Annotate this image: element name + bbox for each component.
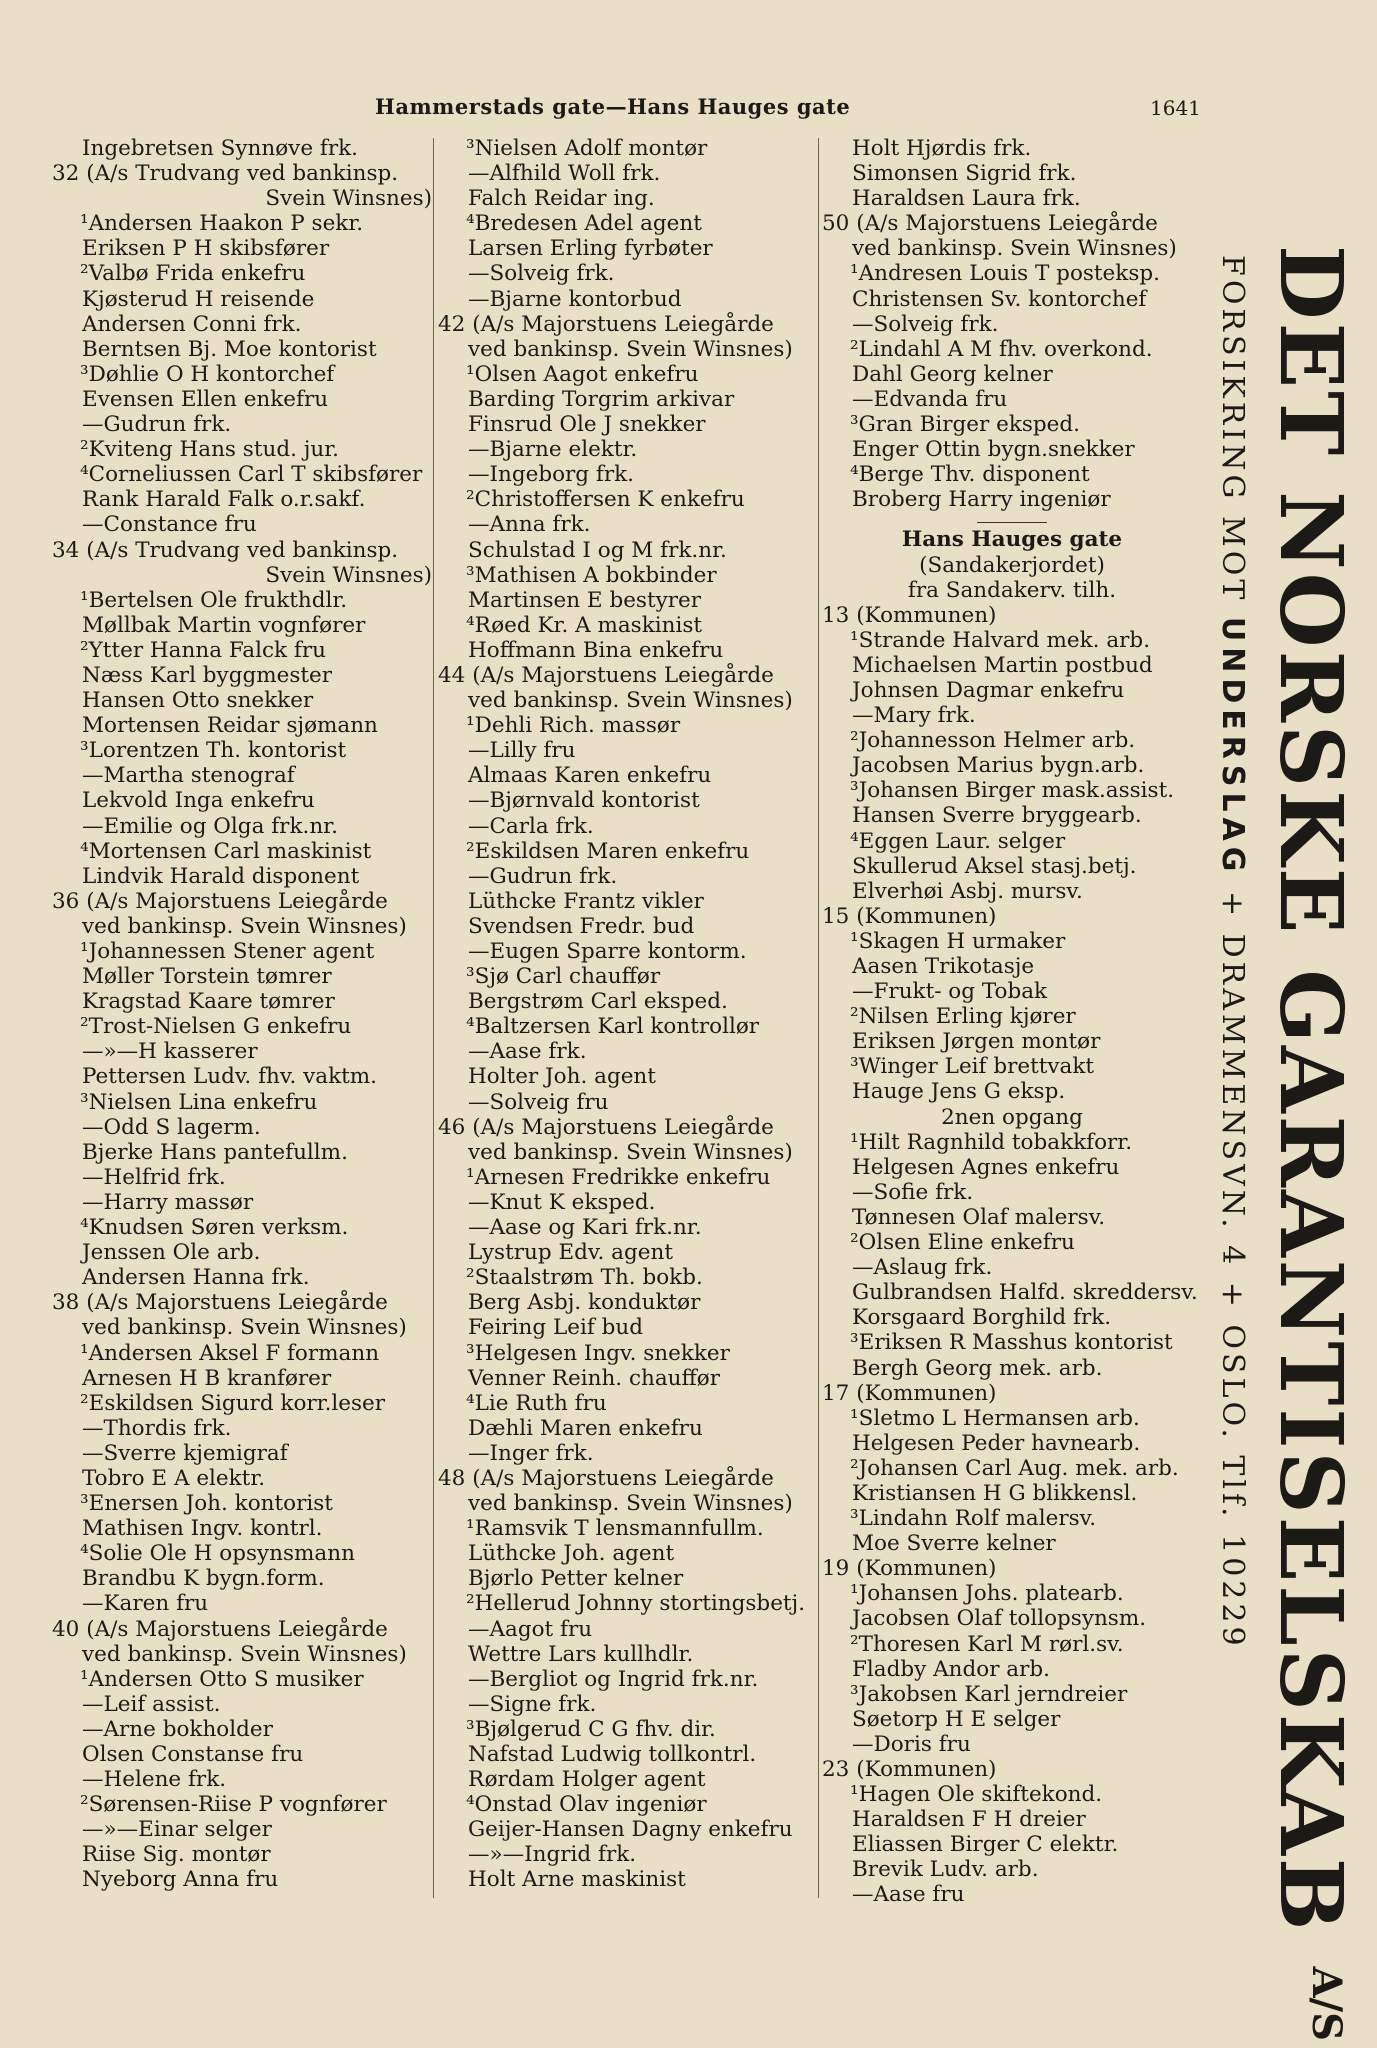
directory-line: (Sandakerjordet): [919, 552, 1105, 578]
directory-line: ¹Hilt Ragnhild tobakkforr.: [850, 1129, 1133, 1155]
directory-line: Svendsen Fredr. bud: [468, 913, 695, 939]
column-1: [52, 136, 432, 1893]
directory-line: Kjøsterud H reisende: [82, 286, 315, 312]
directory-line: Tobro E A elektr.: [82, 1465, 266, 1491]
directory-line: 50 (A/s Majorstuens Leiegårde: [822, 211, 1158, 237]
directory-line: Olsen Constanse fru: [82, 1742, 304, 1767]
directory-line: ²Johansen Carl Aug. mek. arb.: [850, 1455, 1179, 1481]
directory-line: Lüthcke Frantz vikler: [468, 888, 704, 914]
directory-line: ³Jakobsen Karl jerndreier: [850, 1681, 1128, 1707]
directory-line: Hansen Sverre bryggearb.: [852, 803, 1142, 829]
directory-line: —Anna frk.: [468, 512, 591, 538]
directory-line: Moe Sverre kelner: [852, 1531, 1056, 1557]
directory-line: Mathisen Ingv. kontrl.: [82, 1516, 323, 1542]
directory-line: —Odd S lagerm.: [82, 1114, 261, 1140]
directory-line: Schulstad I og M frk.nr.: [468, 537, 727, 563]
directory-line: —Aase frk.: [468, 1039, 587, 1065]
directory-line: Haraldsen F H dreier: [852, 1807, 1086, 1833]
directory-line: Aasen Trikotasje: [852, 954, 1035, 979]
directory-line: ²Olsen Eline enkefru: [850, 1230, 1075, 1256]
directory-line: ²Trost-Nielsen G enkefru: [80, 1014, 352, 1040]
directory-line: 34 (A/s Trudvang ved bankinsp.: [52, 537, 399, 563]
column-divider: [818, 138, 819, 1898]
directory-line: —Aase fru: [852, 1882, 965, 1908]
directory-line: ²Eskildsen Maren enkefru: [466, 838, 750, 864]
directory-line: —Solveig frk.: [468, 261, 615, 287]
directory-line: Elverhøi Asbj. mursv.: [852, 878, 1083, 904]
directory-line: 13 (Kommunen): [822, 602, 997, 628]
directory-line: ²Thoresen Karl M rørl.sv.: [850, 1631, 1124, 1657]
directory-line: ¹Dehli Rich. massør: [466, 713, 681, 739]
directory-line: 46 (A/s Majorstuens Leiegårde: [438, 1114, 774, 1140]
directory-line: 19 (Kommunen): [822, 1556, 997, 1582]
ad-tagline: [1212, 255, 1252, 1855]
directory-line: ²Kviteng Hans stud. jur.: [80, 437, 340, 463]
directory-line: Kragstad Kaare tømrer: [82, 989, 335, 1015]
directory-line: 38 (A/s Majorstuens Leiegårde: [52, 1290, 388, 1316]
directory-line: ³Winger Leif brettvakt: [850, 1054, 1095, 1080]
directory-line: —Doris fru: [852, 1731, 971, 1757]
directory-line: —Helfrid frk.: [82, 1164, 226, 1190]
directory-line: —Karen fru: [82, 1591, 209, 1617]
directory-line: 40 (A/s Majorstuens Leiegårde: [52, 1616, 388, 1642]
directory-line: ³Bjølgerud C G fhv. dir.: [466, 1716, 716, 1742]
directory-line: Michaelsen Martin postbud: [852, 652, 1153, 678]
directory-line: Lystrup Edv. agent: [468, 1240, 673, 1266]
directory-line: Simonsen Sigrid frk.: [852, 161, 1077, 187]
directory-line: —Thordis frk.: [82, 1415, 232, 1441]
directory-line: ⁴Røed Kr. A maskinist: [466, 612, 703, 638]
directory-line: Eriksen P H skibsfører: [82, 236, 330, 262]
ad-tagline-prefix: FORSIKRING MOT: [1215, 255, 1250, 604]
directory-line: 44 (A/s Majorstuens Leiegårde: [438, 662, 774, 688]
directory-line: 32 (A/s Trudvang ved bankinsp.: [52, 161, 399, 187]
directory-line: Martinsen E bestyrer: [468, 587, 702, 613]
ad-phone: Tlf. 10229: [1215, 1455, 1250, 1650]
directory-line: ²Eskildsen Sigurd korr.leser: [80, 1390, 386, 1416]
directory-line: Holt Arne maskinist: [468, 1867, 686, 1893]
section-separator: [977, 522, 1047, 523]
directory-line: ²Staalstrøm Th. bokb.: [466, 1265, 703, 1291]
directory-line: Kristiansen H G blikkensl.: [852, 1480, 1138, 1506]
directory-line: Almaas Karen enkefru: [468, 763, 712, 789]
directory-line: —Emilie og Olga frk.nr.: [82, 813, 338, 839]
directory-line: —Alfhild Woll frk.: [468, 161, 661, 187]
directory-line: ³Døhlie O H kontorchef: [80, 361, 335, 387]
directory-line: ¹Arnesen Fredrikke enkefru: [466, 1164, 771, 1190]
column-2: [438, 136, 818, 1893]
directory-line: ²Hellerud Johnny stortingsbetj.: [466, 1591, 806, 1617]
directory-line: ⁴Knudsen Søren verksm.: [80, 1215, 349, 1241]
directory-line: ved bankinsp. Svein Winsnes): [468, 1139, 793, 1165]
page-number: 1641: [1150, 96, 1201, 120]
directory-line: —Sofie frk.: [852, 1179, 974, 1205]
directory-line: —Gudrun frk.: [468, 863, 618, 889]
directory-line: Falch Reidar ing.: [468, 186, 655, 212]
directory-line: —»—Ingrid frk.: [468, 1842, 637, 1868]
directory-line: Nafstad Ludwig tollkontrl.: [468, 1742, 757, 1767]
directory-line: Fladby Andor arb.: [852, 1656, 1051, 1682]
directory-line: Hans Hauges gate: [901, 527, 1123, 553]
directory-line: 48 (A/s Majorstuens Leiegårde: [438, 1465, 774, 1491]
directory-line: 2nen opgang: [941, 1104, 1083, 1130]
directory-line: —»—H kasserer: [82, 1039, 258, 1065]
directory-line: ³Enersen Joh. kontorist: [80, 1491, 333, 1517]
directory-line: ³Nielsen Adolf montør: [466, 136, 708, 161]
directory-line: Berg Asbj. konduktør: [468, 1290, 701, 1316]
directory-line: Brevik Ludv. arb.: [852, 1857, 1039, 1883]
directory-line: ⁴Solie Ole H opsynsmann: [80, 1541, 355, 1567]
directory-line: Helgesen Peder havnearb.: [852, 1430, 1141, 1456]
directory-line: Brandbu K bygn.form.: [82, 1566, 325, 1592]
directory-line: Jenssen Ole arb.: [82, 1240, 261, 1266]
directory-line: —Aslaug frk.: [852, 1255, 993, 1281]
directory-line: ³Nielsen Lina enkefru: [80, 1089, 318, 1115]
directory-line: 17 (Kommunen): [822, 1380, 997, 1406]
directory-line: Lindvik Harald disponent: [82, 863, 360, 889]
directory-line: Søetorp H E selger: [852, 1706, 1061, 1732]
directory-line: Johnsen Dagmar enkefru: [852, 677, 1125, 703]
directory-line: —Bjarne kontorbud: [468, 286, 682, 312]
directory-line: Evensen Ellen enkefru: [82, 386, 329, 412]
side-advertisement: [1200, 245, 1370, 2041]
directory-line: Riise Sig. montør: [82, 1842, 271, 1868]
page-header: [50, 92, 1200, 132]
directory-line: Christensen Sv. kontorchef: [852, 286, 1147, 312]
directory-line: Geijer-Hansen Dagny enkefru: [468, 1817, 793, 1843]
directory-line: ³Sjø Carl chauffør: [466, 964, 661, 990]
page-title: Hammerstads gate—Hans Hauges gate: [375, 94, 851, 119]
ad-tagline-strong: UNDERSLAG: [1215, 616, 1250, 878]
directory-line: ⁴Lie Ruth fru: [466, 1390, 607, 1416]
directory-line: ved bankinsp. Svein Winsnes): [82, 1641, 407, 1667]
directory-line: —Helene frk.: [82, 1767, 227, 1793]
directory-line: Enger Ottin bygn.snekker: [852, 437, 1135, 463]
directory-line: —Signe frk.: [468, 1691, 597, 1717]
directory-line: ³Johansen Birger mask.assist.: [850, 778, 1175, 804]
directory-line: ³Mathisen A bokbinder: [466, 562, 717, 588]
directory-line: Broberg Harry ingeniør: [852, 487, 1111, 513]
directory-line: ²Lindahl A M fhv. overkond.: [850, 336, 1153, 362]
directory-line: ²Johannesson Helmer arb.: [850, 728, 1136, 754]
directory-line: —Leif assist.: [82, 1691, 221, 1717]
directory-line: Arnesen H B kranfører: [82, 1365, 332, 1391]
ad-tagline-address: + DRAMMENSVN. 4 + OSLO.: [1215, 890, 1250, 1442]
directory-line: —Harry massør: [82, 1189, 254, 1215]
ad-company-suffix: A/S: [1303, 1966, 1350, 2041]
directory-line: Pettersen Ludv. fhv. vaktm.: [82, 1064, 378, 1090]
directory-line: —»—Einar selger: [82, 1817, 272, 1843]
directory-line: Tønnesen Olaf malersv.: [852, 1204, 1106, 1230]
directory-line: —Eugen Sparre kontorm.: [468, 939, 747, 964]
directory-line: Møller Torstein tømrer: [82, 964, 332, 990]
directory-line: Hansen Otto snekker: [82, 688, 314, 714]
directory-line: ¹Andersen Otto S musiker: [80, 1666, 364, 1692]
directory-line: —Bjarne elektr.: [468, 437, 638, 463]
directory-line: Venner Reinh. chauffør: [468, 1365, 721, 1391]
directory-line: —Edvanda fru: [852, 386, 1008, 412]
directory-line: Rank Harald Falk o.r.sakf.: [82, 487, 366, 513]
directory-line: ¹Johansen Johs. platearb.: [850, 1581, 1124, 1607]
directory-line: ⁴Eggen Laur. selger: [850, 828, 1066, 854]
directory-line: ¹Strande Halvard mek. arb.: [850, 627, 1151, 653]
directory-line: ⁴Bredesen Adel agent: [466, 211, 702, 237]
directory-line: Dahl Georg kelner: [852, 361, 1053, 387]
ad-company-name: DET NORSKE GARANTISELSKAB: [1260, 245, 1361, 1934]
directory-line: ⁴Onstad Olav ingeniør: [466, 1792, 707, 1818]
directory-line: ¹Andresen Louis T posteksp.: [850, 261, 1160, 287]
directory-line: Andersen Conni frk.: [82, 311, 302, 337]
directory-line: —Lilly fru: [468, 738, 576, 764]
directory-line: Rørdam Holger agent: [468, 1767, 706, 1793]
directory-line: —Carla frk.: [468, 813, 594, 839]
directory-line: Jacobsen Marius bygn.arb.: [852, 753, 1145, 779]
directory-line: ⁴Mortensen Carl maskinist: [80, 838, 372, 864]
directory-line: ved bankinsp. Svein Winsnes): [468, 688, 793, 714]
column-divider: [433, 138, 434, 1898]
directory-line: —Bergliot og Ingrid frk.nr.: [468, 1666, 759, 1692]
directory-line: Svein Winsnes): [265, 562, 432, 588]
directory-line: Feiring Leif bud: [468, 1315, 643, 1341]
directory-line: Gulbrandsen Halfd. skreddersv.: [852, 1280, 1198, 1306]
directory-line: Holt Hjørdis frk.: [852, 136, 1032, 161]
directory-line: ved bankinsp. Svein Winsnes): [82, 913, 407, 939]
directory-line: Barding Torgrim arkivar: [468, 386, 735, 412]
directory-line: ¹Skagen H urmaker: [850, 928, 1066, 954]
column-3: [822, 136, 1202, 1908]
directory-line: Berntsen Bj. Moe kontorist: [82, 336, 377, 362]
directory-line: Holter Joh. agent: [468, 1064, 656, 1090]
directory-line: Svein Winsnes): [265, 186, 432, 212]
directory-line: Bergstrøm Carl eksped.: [468, 989, 728, 1015]
directory-line: 15 (Kommunen): [822, 903, 997, 929]
directory-line: ¹Ramsvik T lensmannfullm.: [466, 1516, 764, 1542]
directory-line: ved bankinsp. Svein Winsnes): [468, 336, 793, 362]
directory-line: —Arne bokholder: [82, 1716, 273, 1742]
directory-line: —Ingeborg frk.: [468, 462, 635, 488]
directory-line: fra Sandakerv. tilh.: [907, 577, 1117, 603]
directory-line: Jacobsen Olaf tollopsynsm.: [852, 1606, 1147, 1632]
directory-line: —Sverre kjemigraf: [82, 1440, 288, 1466]
directory-line: ¹Andersen Haakon P sekr.: [80, 211, 364, 237]
directory-line: ved bankinsp. Svein Winsnes): [468, 1491, 793, 1517]
directory-line: 23 (Kommunen): [822, 1757, 997, 1782]
directory-line: ³Gran Birger eksped.: [850, 412, 1080, 438]
directory-line: Helgesen Agnes enkefru: [852, 1154, 1120, 1180]
directory-line: ¹Sletmo L Hermansen arb.: [850, 1405, 1140, 1431]
directory-line: Skullerud Aksel stasj.betj.: [852, 853, 1137, 879]
directory-line: ¹Olsen Aagot enkefru: [466, 361, 699, 387]
directory-line: ¹Hagen Ole skiftekond.: [850, 1782, 1103, 1808]
directory-line: ²Christoffersen K enkefru: [466, 487, 745, 513]
directory-line: —Constance fru: [82, 512, 257, 538]
directory-line: Finsrud Ole J snekker: [468, 412, 706, 438]
directory-line: Lekvold Inga enkefru: [82, 788, 315, 814]
directory-line: ⁴Berge Thv. disponent: [850, 462, 1090, 488]
directory-line: —Frukt- og Tobak: [852, 979, 1048, 1005]
directory-line: —Bjørnvald kontorist: [468, 788, 700, 814]
directory-line: Larsen Erling fyrbøter: [468, 236, 713, 262]
directory-line: —Gudrun frk.: [82, 412, 232, 438]
directory-line: Wettre Lars kullhdlr.: [468, 1641, 694, 1667]
directory-line: ⁴Baltzersen Karl kontrollør: [466, 1014, 760, 1040]
directory-line: ³Helgesen Ingv. snekker: [466, 1340, 730, 1366]
directory-line: Eriksen Jørgen montør: [852, 1029, 1101, 1055]
directory-line: ¹Johannessen Stener agent: [80, 939, 375, 964]
directory-line: ²Valbø Frida enkefru: [80, 261, 306, 287]
directory-line: Mortensen Reidar sjømann: [82, 713, 378, 739]
directory-line: —Mary frk.: [852, 703, 976, 729]
directory-line: —Knut K eksped.: [468, 1189, 656, 1215]
directory-line: —Aase og Kari frk.nr.: [468, 1215, 702, 1241]
directory-line: 36 (A/s Majorstuens Leiegårde: [52, 888, 388, 914]
directory-line: —Inger frk.: [468, 1440, 594, 1466]
directory-line: Bjerke Hans pantefullm.: [82, 1139, 348, 1165]
directory-line: ⁴Corneliussen Carl T skibsfører: [80, 462, 423, 488]
directory-line: ³Eriksen R Masshus kontorist: [850, 1330, 1173, 1356]
directory-line: ²Nilsen Erling kjører: [850, 1004, 1076, 1030]
directory-line: Dæhli Maren enkefru: [468, 1415, 703, 1441]
directory-line: —Aagot fru: [468, 1616, 593, 1642]
directory-line: Bergh Georg mek. arb.: [852, 1355, 1103, 1381]
directory-line: 42 (A/s Majorstuens Leiegårde: [438, 311, 774, 337]
directory-line: ved bankinsp. Svein Winsnes): [852, 236, 1177, 262]
directory-line: Nyeborg Anna fru: [82, 1867, 279, 1893]
directory-line: Andersen Hanna frk.: [82, 1265, 310, 1291]
directory-line: Bjørlo Petter kelner: [468, 1566, 684, 1592]
directory-line: Hoffmann Bina enkefru: [468, 637, 724, 663]
directory-line: Ingebretsen Synnøve frk.: [82, 136, 358, 161]
directory-line: —Solveig fru: [468, 1089, 609, 1115]
directory-line: —Martha stenograf: [82, 763, 295, 789]
directory-line: ²Ytter Hanna Falck fru: [80, 637, 326, 663]
directory-line: ¹Bertelsen Ole frukthdlr.: [80, 587, 348, 613]
directory-line: ³Lindahn Rolf malersv.: [850, 1506, 1097, 1532]
directory-line: —Solveig frk.: [852, 311, 999, 337]
directory-line: Korsgaard Borghild frk.: [852, 1305, 1112, 1331]
directory-line: ved bankinsp. Svein Winsnes): [82, 1315, 407, 1341]
ad-company-line: [1260, 245, 1361, 2041]
directory-line: Eliassen Birger C elektr.: [852, 1832, 1119, 1858]
directory-line: ³Lorentzen Th. kontorist: [80, 738, 347, 764]
directory-line: Haraldsen Laura frk.: [852, 186, 1081, 212]
directory-line: Næss Karl byggmester: [82, 662, 333, 688]
directory-line: Hauge Jens G eksp.: [852, 1079, 1066, 1105]
directory-line: Lüthcke Joh. agent: [468, 1541, 675, 1567]
directory-line: Møllbak Martin vognfører: [82, 612, 366, 638]
directory-line: ¹Andersen Aksel F formann: [80, 1340, 380, 1366]
directory-line: ²Sørensen-Riise P vognfører: [80, 1792, 387, 1818]
